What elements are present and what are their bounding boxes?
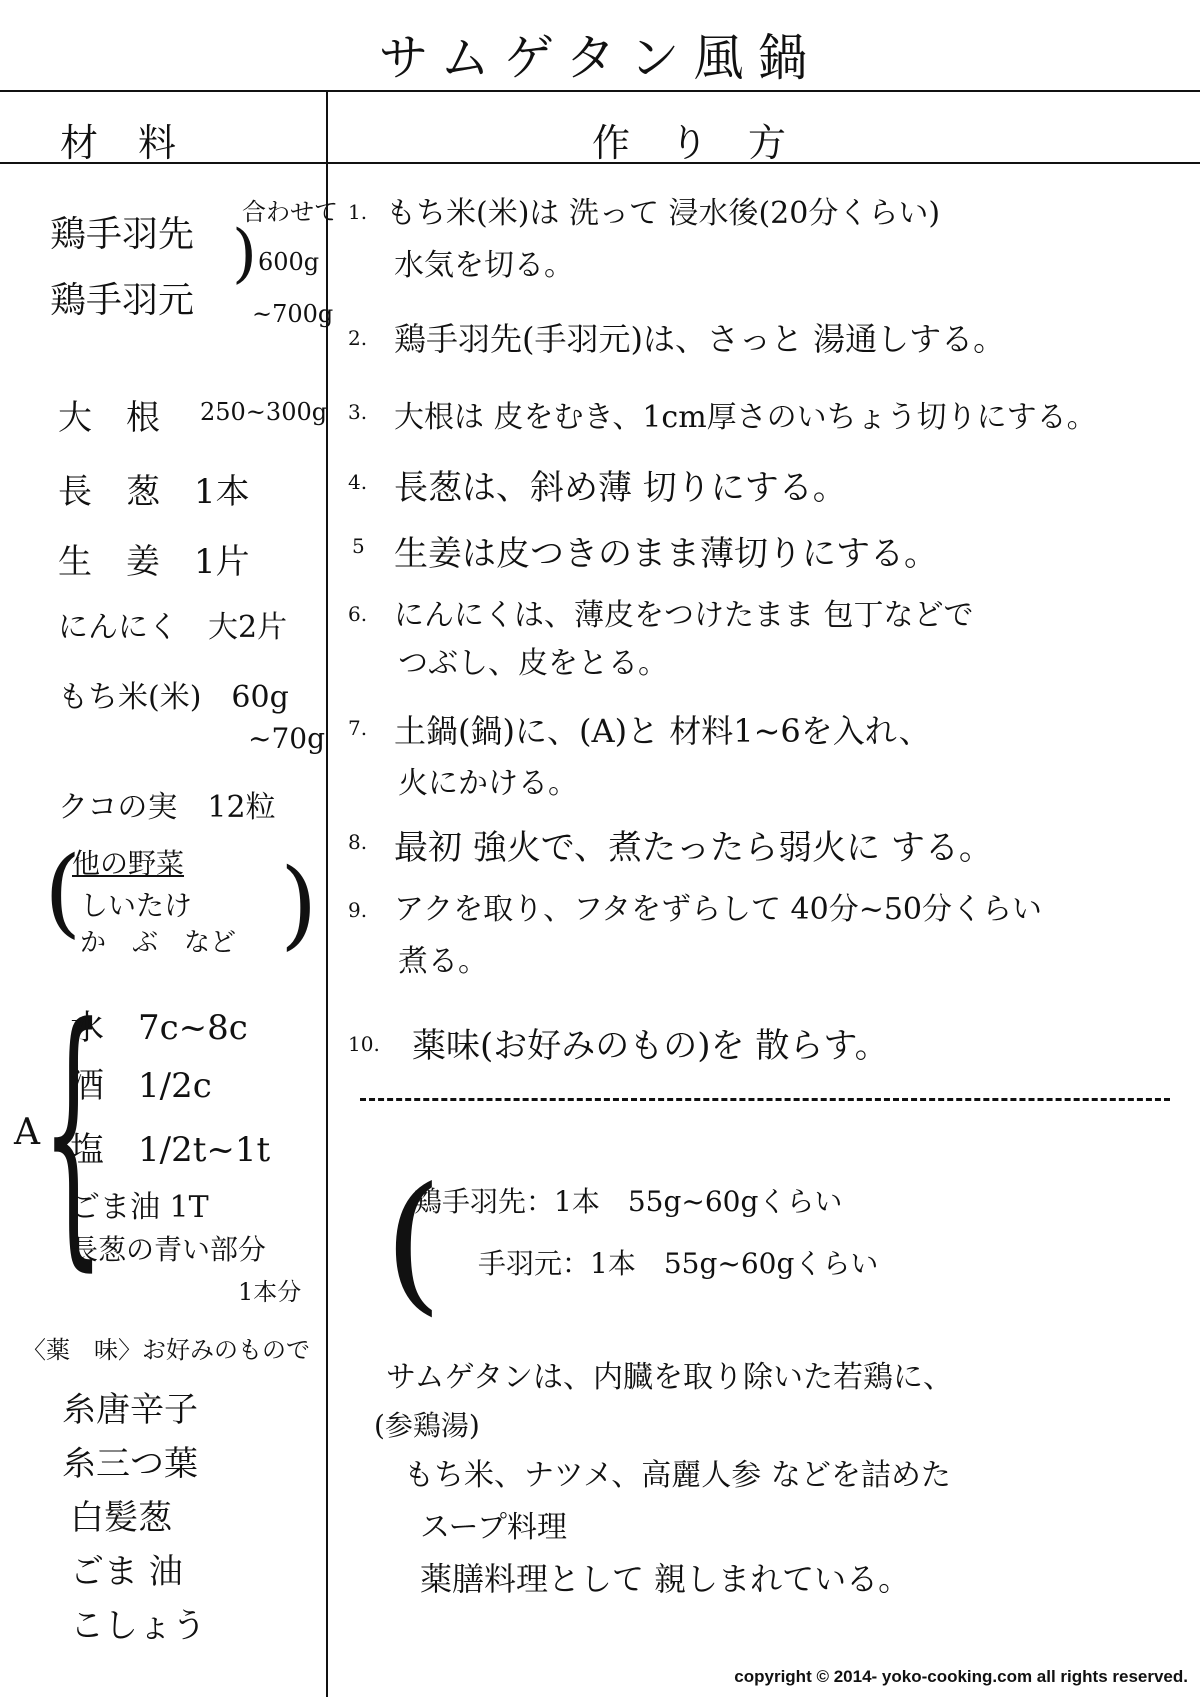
step-number: 6. [348,602,368,626]
header-top-rule [0,90,1200,92]
step-line: にんにくは、薄皮をつけたまま 包丁などで [394,598,974,633]
note-line: (参鶏湯) [374,1409,480,1442]
other-vegetables-title: 他の野菜 [72,847,185,880]
condiment-item: 糸唐辛子 [62,1390,198,1430]
ingredient-garlic: にんにく 大2片 [58,610,288,645]
method-header: 作り方 [592,121,827,165]
step-line: 水気を切る。 [394,248,574,283]
ingredient-rice: もち米(米) 60g [58,680,289,715]
note-line: もち米、ナツメ、高麗人参 などを詰めた [404,1458,951,1493]
chicken-note-weight-max: ~700g [252,300,334,328]
note-line: 薬膳料理として 親しまれている。 [420,1560,911,1598]
ingredient-ginger: 生 姜 1片 [58,542,250,582]
other-vegetables-item: か ぶ など [80,928,237,958]
step-line: 鶏手羽先(手羽元)は、さっと 湯通しする。 [394,320,1006,358]
ingredient-rice-max: ~70g [248,722,326,755]
step-number: 8. [348,830,368,854]
weight-note: 鶏手羽先：1本 55g~60gくらい [414,1185,843,1218]
step-line: 最初 強火で、煮たったら弱火に する。 [394,828,993,868]
weights-brace: ( [384,1156,443,1330]
seasoning-a-item: 長葱の青い部分 [70,1233,267,1266]
step-number: 1. [348,200,368,224]
seasoning-a-item: 酒 1/2c [70,1066,212,1106]
seasoning-a-label: A [14,1112,40,1153]
step-number: 5 [352,534,365,558]
condiments-title: 〈薬 味〉お好みのもので [22,1336,310,1364]
step-number: 9. [348,898,368,922]
ingredient-daikon-qty: 250~300g [200,398,328,426]
ingredient-chicken-tip: 鶏手羽先 [50,214,195,255]
page-title: サムゲタン風鍋 [378,29,822,87]
step-line: つぶし、皮をとる。 [398,646,668,681]
chicken-brace: ) [232,217,257,291]
seasoning-a-item: 水 7c~8c [70,1008,248,1048]
condiment-item: こしょう [70,1606,206,1646]
step-line: 煮る。 [398,944,488,979]
step-line: 土鍋(鍋)に、(A)と 材料1~6を入れ、 [394,712,931,750]
section-divider [360,1098,1170,1101]
chicken-note-combined: 合わせて [242,198,338,226]
step-line: 長葱は、斜め薄 切りにする。 [394,468,847,508]
copyright-notice: copyright © 2014- yoko-cooking.com all rights reserved. [734,1667,1188,1686]
step-line: 薬味(お好みのもの)を 散らす。 [412,1026,889,1066]
column-divider [326,90,328,1697]
condiment-item: 糸三つ葉 [62,1444,198,1484]
step-line: 火にかける。 [398,766,578,801]
ingredient-chicken-root: 鶏手羽元 [50,280,195,321]
ingredient-daikon: 大 根 [58,398,160,438]
chicken-note-weight: 600g [258,248,320,276]
vegetables-brace-left: ( [44,836,82,948]
note-line: スープ料理 [420,1510,567,1545]
weight-note: 手羽元：1本 55g~60gくらい [478,1247,879,1280]
step-number: 2. [348,326,368,350]
step-number: 7. [348,716,368,740]
ingredient-leek: 長 葱 1本 [58,472,250,512]
seasoning-a-item: 塩 1/2t~1t [70,1130,271,1170]
step-line: 生姜は皮つきのまま薄切りにする。 [394,534,938,574]
step-number: 10. [348,1032,380,1056]
note-line: サムゲタンは、内臓を取り除いた若鶏に、 [386,1360,953,1395]
other-vegetables-item: しいたけ [80,889,193,922]
vegetables-brace-right: ) [280,848,318,960]
ingredients-header: 材料 [60,121,217,165]
step-line: 大根は 皮をむき、1cm厚さのいちょう切りにする。 [394,400,1097,435]
condiment-item: ごま 油 [70,1552,183,1592]
step-number: 4. [348,470,368,494]
condiment-item: 白髪葱 [70,1498,172,1538]
seasoning-a-item: ごま油 1T [70,1190,209,1225]
ingredient-goji: クコの実 12粒 [58,790,276,825]
seasoning-a-brace: { [42,969,105,1295]
step-number: 3. [348,400,368,424]
step-line: もち米(米)は 洗って 浸水後(20分くらい) [386,196,941,231]
seasoning-a-item: 1本分 [238,1278,302,1306]
step-line: アクを取り、フタをずらして 40分~50分くらい [394,892,1043,927]
